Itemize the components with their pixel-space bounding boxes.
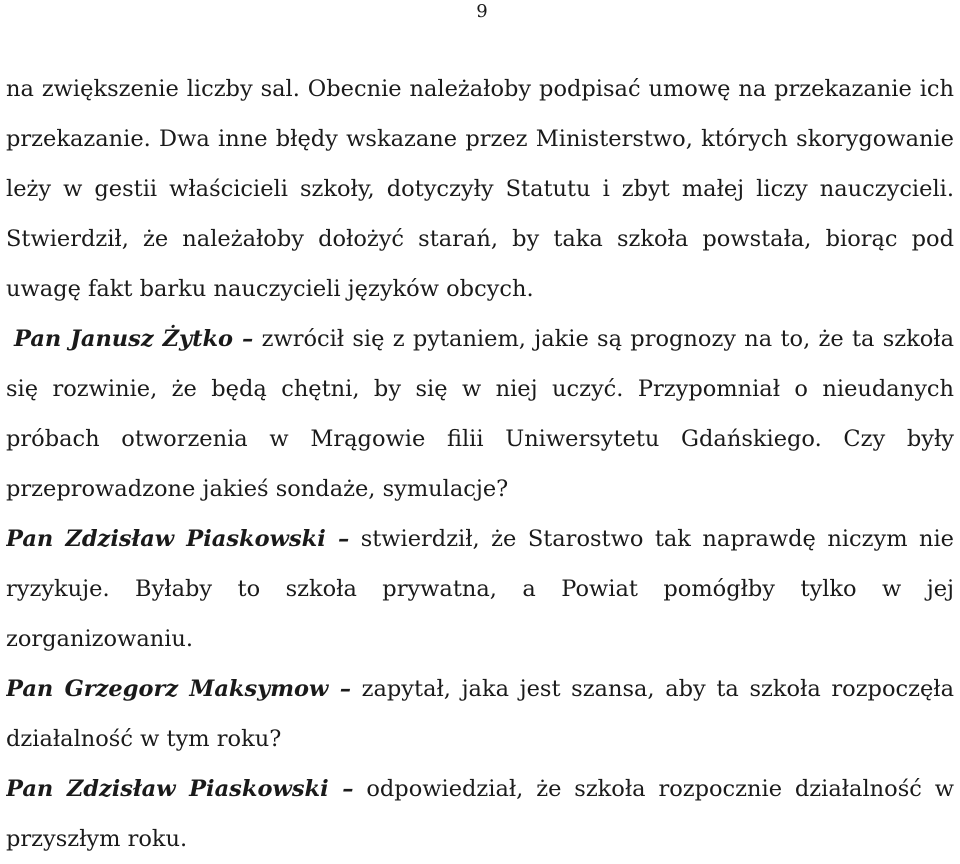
speaker-name: Pan Janusz Żytko – <box>14 326 254 352</box>
document-body <box>6 64 954 864</box>
paragraph-text: stwierdził, że Starostwo tak naprawdę niczym nie <box>360 526 954 552</box>
text-line: przyszłym roku. <box>6 826 188 852</box>
speaker-name: Pan Zdzisław Piaskowski – <box>6 776 354 802</box>
text-line: działalność w tym roku? <box>6 726 282 752</box>
text-line: przekazanie. Dwa inne błędy wskazane przez Ministerstwo, których skorygowanie <box>6 126 954 152</box>
text-line: uwagę fakt barku nauczycieli języków obcych. <box>6 276 534 302</box>
paragraph-text: zapytał, jaka jest szansa, aby ta szkoła rozpoczęła <box>361 676 954 702</box>
paragraph-first-line <box>6 314 954 364</box>
paragraph-first-line <box>6 764 954 814</box>
speaker-name: Pan Grzegorz Maksymow – <box>6 676 351 702</box>
paragraph-text: odpowiedział, że szkoła rozpocznie działalność w <box>366 776 954 802</box>
text-line: ryzykuje. Byłaby to szkoła prywatna, a Powiat pomógłby tylko w jej <box>6 576 954 602</box>
text-line: próbach otworzenia w Mrągowie filii Uniwersytetu Gdańskiego. Czy były <box>6 426 954 452</box>
text-line: Stwierdził, że należałoby dołożyć starań, by taka szkoła powstała, biorąc pod <box>6 226 954 252</box>
text-line: na zwiększenie liczby sal. Obecnie należałoby podpisać umowę na przekazanie ich <box>6 76 954 102</box>
text-line: się rozwinie, że będą chętni, by się w niej uczyć. Przypomniał o nieudanych <box>6 376 954 402</box>
page-number: 9 <box>476 1 488 22</box>
text-line: przeprowadzone jakieś sondaże, symulacje? <box>6 476 509 502</box>
paragraph-first-line <box>6 664 954 714</box>
speaker-name: Pan Zdzisław Piaskowski – <box>6 526 350 552</box>
text-line: leży w gestii właścicieli szkoły, dotyczyły Statutu i zbyt małej liczy nauczycieli. <box>6 176 954 202</box>
text-line: zorganizowaniu. <box>6 626 194 652</box>
paragraph-text: zwrócił się z pytaniem, jakie są prognozy na to, że ta szkoła <box>261 326 954 352</box>
paragraph-first-line <box>6 514 954 564</box>
